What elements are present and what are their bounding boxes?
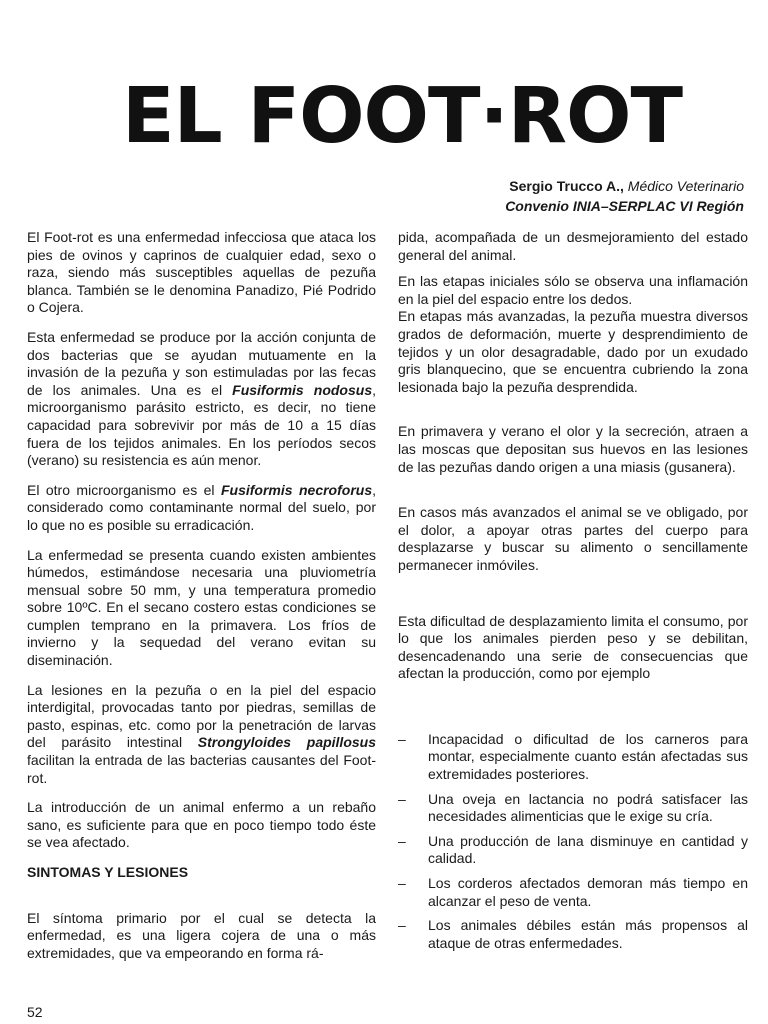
paragraph: En primavera y verano el olor y la secreción, atraen a las moscas que depositan sus huevos en las lesiones de las pezuñas dando origen a una miasis (gusanera). <box>398 423 748 475</box>
list-item: – Incapacidad o dificultad de los carneros para montar, especialmente cuanto están afectadas sus extremidades posteriores. <box>398 730 748 783</box>
list-item: – Los corderos afectados demoran más tiempo en alcanzar el peso de venta. <box>398 875 748 909</box>
paragraph: El otro microorganismo es el Fusiformis necroforus, considerado como contaminante normal del suelo, por lo que no es posible su erradicación. <box>27 481 376 533</box>
list-item: – Una producción de lana disminuye en cantidad y calidad. <box>398 832 748 867</box>
bullet-dash: – <box>398 875 406 892</box>
species-name: Fusiformis necroforus <box>220 481 373 498</box>
author-name: Sergio Trucco A., <box>509 178 624 194</box>
bullet-dash: – <box>398 730 406 747</box>
paragraph: Esta enfermedad se produce por la acción conjunta de dos bacterias que se ayudan mutuamente en la invasión de la pezuña y son estimuladas por las fecas de los animales. Una es el Fusiformis nodosus, microorganismo parásito estricto, es decir, no tiene capacidad para sobrevivir por más de 10 a 15 días fuera de los tejidos animales. En los períodos secos (verano) su resistencia es aún menor. <box>27 328 376 469</box>
species-name: Fusiformis nodosus <box>232 381 373 398</box>
author-role: Médico Veterinario <box>627 178 744 194</box>
paragraph: En las etapas iniciales sólo se observa una inflamación en la piel del espacio entre los dedos. <box>398 273 748 307</box>
byline <box>324 176 744 216</box>
paragraph: Esta dificultad de desplazamiento limita el consumo, por lo que los animales pierden peso y se debilitan, desencadenando una serie de consecuencias que afectan la producción, como por ejemplo <box>398 612 748 682</box>
paragraph: La enfermedad se presenta cuando existen ambientes húmedos, estimándose necesaria una pluviometría mensual sobre 50 mm, y una temperatura promedio sobre 10ºC. En el secano costero estas condiciones se cumplen temprano en la primavera. Los fríos de invierno y la sequedad del verano evitan su diseminación. <box>27 546 376 669</box>
species-name: Strongyloides papillosus <box>197 734 376 751</box>
paragraph: La introducción de un animal enfermo a un rebaño sano, es suficiente para que en poco tiempo todo éste se vea afectado. <box>27 799 376 851</box>
left-column <box>27 229 376 974</box>
paragraph: La lesiones en la pezuña o en la piel del espacio interdigital, provocadas tanto por piedras, semillas de pasto, espinas, etc. como por la penetración de larvas del parásito intestinal Strongyloides papillosus facilitan la entrada de las bacterias causantes del Foot-rot. <box>27 681 376 786</box>
consequences-list <box>398 731 748 953</box>
list-item: – Los animales débiles están más propensos al ataque de otras enfermedades. <box>398 917 748 951</box>
article-title: EL FOOT·ROT <box>122 72 683 161</box>
paragraph: El Foot-rot es una enfermedad infecciosa que ataca los pies de ovinos y caprinos de cualquier edad, sexo o raza, siendo más susceptibles aquellas de pezuña blanca. También se le denomina Panadizo, Pié Podrido o Cojera. <box>27 229 376 316</box>
paragraph: En casos más avanzados el animal se ve obligado, por el dolor, a apoyar otras partes del cuerpo para desplazarse y buscar su alimento o sencillamente permanecer inmóviles. <box>398 504 748 573</box>
author-affiliation: Convenio INIA–SERPLAC VI Región <box>505 198 744 214</box>
bullet-dash: – <box>398 790 406 807</box>
page-number: 52 <box>27 1004 43 1020</box>
bullet-dash: – <box>398 917 406 934</box>
paragraph: El síntoma primario por el cual se detecta la enfermedad, es una ligera cojera de una o más extremidades, que va empeorando en forma rá- <box>27 909 376 961</box>
right-column <box>398 229 748 959</box>
paragraph: pida, acompañada de un desmejoramiento del estado general del animal. <box>398 229 748 263</box>
list-item: – Una oveja en lactancia no podrá satisfacer las necesidades alimenticias que le exige su cría. <box>398 790 748 825</box>
bullet-dash: – <box>398 832 406 849</box>
paragraph: En etapas más avanzadas, la pezuña muestra diversos grados de deformación, muerte y desprendimiento de tejidos y un olor desagradable, dado por un exudado gris blanquecino, que se encuentra cubriendo la zona lesionada bajo la pezuña desprendida. <box>398 308 748 395</box>
section-heading: SINTOMAS Y LESIONES <box>27 864 189 880</box>
